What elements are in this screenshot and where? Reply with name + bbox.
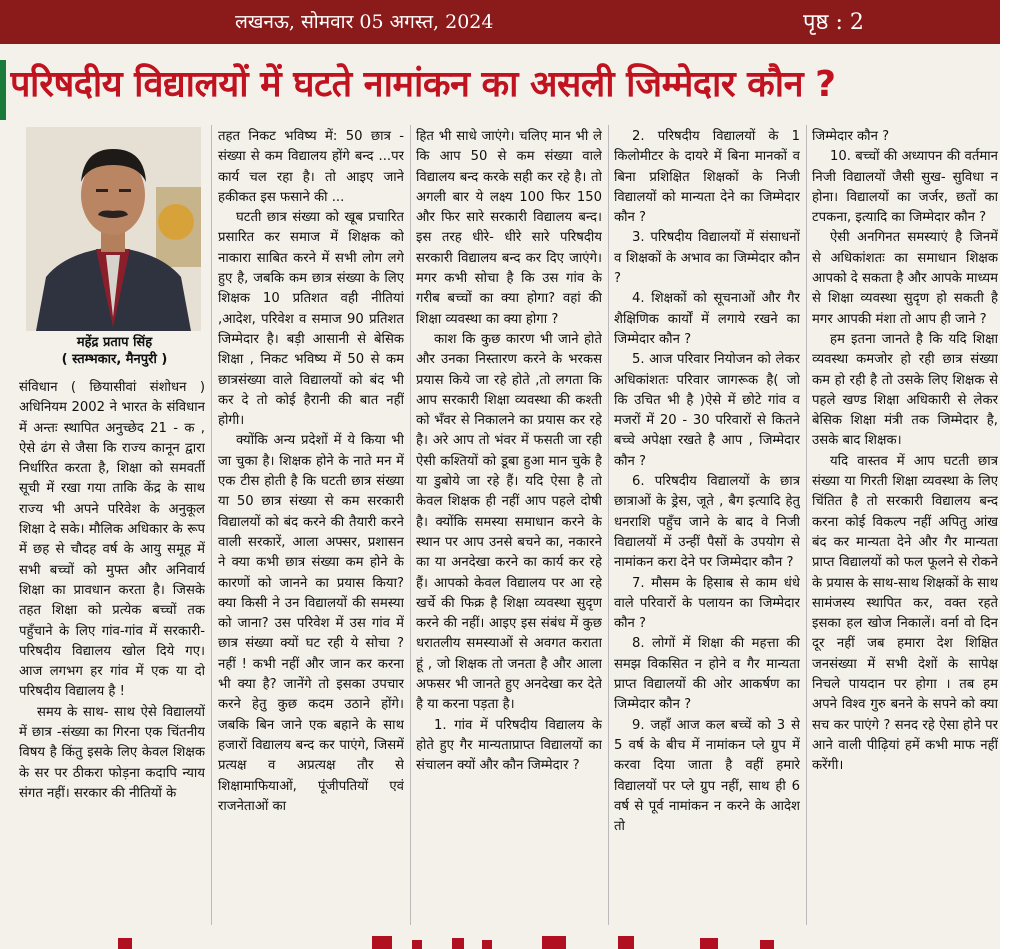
column-4 [614,127,800,927]
headline-box [10,52,995,118]
cut-off-headline-icon [0,928,1000,949]
paragraph: 1. गांव में परिषदीय विद्यालय के होते हुए गैर मान्यताप्राप्त विद्यालयों का संचालन क्यों और कौन जिम्मेदार ? [416,717,602,774]
publication-date: लखनऊ, सोमवार 05 अगस्त, 2024 [235,11,494,33]
list-item: 4. शिक्षकों को सूचनाओं और गैर शैक्षिणिक कार्यों में लगाये रखने का जिम्मेदार कौन ? [614,291,800,347]
author-role: ( स्तम्भकार, मैनपुरी ) [61,352,168,367]
paragraph: हित भी साधे जाएंगे। चलिए मान भी ले कि आप 50 से कम संख्या वाले विद्यालय बन्द करके सही कर रहे है। तो अगली बार ये लक्ष्य 100 फिर 150 और फिर सारे सरकारी विद्यालय बन्द। इस तरह धीरे- धीरे सारे परिषदीय सरकारी विद्यालय बन्द कर दिए जाएंगे। मगर कभी सोचा है कि उस गांव के गरीब बच्चों का क्या होगा? वहां की शिक्षा व्यवस्था का क्या होगा ? [416,129,602,327]
paragraph: हम इतना जानते है कि यदि शिक्षा व्यवस्था कमजोर हो रही छात्र संख्या कम हो रही है तो उसके लिए शिक्षक से पहले खण्ड शिक्षा अधिकारी से लेकर बेसिक शिक्षा मंत्री तक जिम्मेदार है, उसके बाद शिक्षक। [812,331,998,449]
paragraph: क्योंकि अन्य प्रदेशों में ये किया भी जा चुका है। शिक्षक होने के नाते मन में एक टीस होती है कि घटती छात्र संख्या या 50 छात्र संख्या से कम सरकारी विद्यालयों को बंद करने की तैयारी करने वाली सरकारें, आला अफ्सर, प्रशासन ने क्या कभी छात्र संख्या कम होने के कारणों को जानने का प्रयास किया? क्या किसी ने उन विद्यालयों की समस्या को जाना? उस परिवेश में उस गांव में छात्र संख्या क्यों घट रही ये सोचा ? नहीं ! कभी नहीं और जान कर करना भी क्या है? जानेंगे तो इसका उपचार करने हेतु कुछ कदम उठाने होंगे। जबकि बिन जाने एक बहाने के साथ हजारों विद्यालय बन्द कर पाएंगे, जिसमें प्रत्यक्ष व अप्रत्यक्ष तौर से शिक्षामाफियाओं, पूंजीपतियों एवं राजनेताओं का [218,433,404,814]
paragraph: यदि वास्तव में आप घटती छात्र संख्या या गिरती शिक्षा व्यवस्था के लिए चिंतित है तो सरकारी विद्यालय बन्द करना कोई विकल्प नहीं अपितु आंख बंद कर मान्यता देने और गैर मान्यता प्राप्त विद्यालयों को फल फूलने से रोकने के प्रयास के साथ-साथ शिक्षकों के साथ सामंजस्य स्थापित कर, वक्त रहते इसका हल खोज निकालें। वर्ना वो दिन दूर नहीं जब हमारा देश शिक्षित जनसंख्या में सभी देशों के सापेक्ष निचले पायदान पर होगा । तब हम अपने विश्व गुरु बनने के सपने को क्या सच कर पाएंगे ? सनद रहे ऐसा होने पर आने वाली पीढ़ियां हमें कभी माफ नहीं करेंगी। [812,453,998,774]
paragraph: घटती छात्र संख्या को खूब प्रचारित प्रसारित कर समाज में शिक्षक को नाकारा साबित करने में सभी लोग लगे हुए है, जबकि कम छात्र संख्या के लिए शिक्षक 10 प्रतिशत वही नीतियां ,आदेश, परिवेश व समाज 90 प्रतिशत जिम्मेदार है। बड़ी आसानी से बेसिक शिक्षा , निकट भविष्य में 50 से कम छात्रसंख्या वाले विद्यालयों को बंद भी कर दे तो कोई हैरानी की बात नहीं होगी। [218,210,404,429]
list-item: 5. आज परिवार नियोजन को लेकर अधिकांशतः परिवार जागरूक है( जो कि उचित भी है )ऐसे में छोटे गांव व मजरों में 20 - 30 परिवारों से कितने बच्चे अपेक्षा रखते है आप , जिम्मेदार कौन ? [614,352,800,469]
list-item: 3. परिषदीय विद्यालयों में संसाधनों व शिक्षकों के अभाव का जिम्मेदार कौन ? [614,230,800,287]
author-photo [26,127,201,331]
headline-rule [0,60,6,120]
list-item: 6. परिषदीय विद्यालयों के छात्र छात्राओं के ड्रेस, जूते , बैग इत्यादि हेतु धनराशि पहुँच जाने के बाद वे निजी विद्यालयों में उन्हीं पैसों के उपयोग से नामांकन करा देने पर जिम्मेदार कौन ? [614,474,800,571]
list-item: 7. मौसम के हिसाब से काम धंधे वाले परिवारों के पलायन का जिम्मेदार कौन ? [614,575,800,632]
column-divider [410,125,411,925]
paragraph: संविधान ( छियासीवां संशोधन ) अधिनियम 2002 ने भारत के संविधान में अन्तः स्थापित अनुच्छेद 21 - क , ऐसे ढंग से जैसा कि राज्य कानून द्वारा निर्धारित करता है, शिक्षा को समवर्ती सूची में रखा गया ताकि केंद्र के साथ राज्य भी अपने परिवेश के अनुकूल शिक्षा दे सके। मौलिक अधिकार के रूप में छह से चौदह वर्ष के आयु समूह में सभी बच्चों को मुफ्त और अनिवार्य शिक्षा का प्रावधान करता है। जिसके तहत शिक्षा को प्रत्येक बच्चों तक पहुँचाने के लिए गांव-गांव में सरकारी-परिषदीय विद्यालय खोल दिये गए। आज लगभग हर गांव में एक या दो परिषदीय विद्यालय है ! [19,380,205,700]
list-item: 10. बच्चों की अध्यापन की वर्तमान निजी विद्यालयों जैसी सुख- सुविधा न होना। विद्यालयों का जर्जर, छतों का टपकना, इत्यादि का जिम्मेदार कौन ? [812,149,998,226]
column-5 [812,127,998,927]
column-2 [218,127,404,927]
column-divider [211,125,212,925]
next-headline-strip [0,928,1000,949]
author-caption [22,334,207,368]
paragraph: तहत निकट भविष्य में: 50 छात्र - संख्या से कम विद्यालय होंगे बन्द ...पर कार्य चल रहा है। तो आइए जाने हकीकत इस फसाने की ... [218,129,404,205]
column-divider [806,125,807,925]
masthead-bar [0,0,1000,44]
list-item: 8. लोगों में शिक्षा की महत्ता की समझ विकसित न होने व गैर मान्यता प्राप्त विद्यालयों की ओर आकर्षण का जिम्मेदार कौन ? [614,636,800,713]
list-item: 2. परिषदीय विद्यालयों के 1 किलोमीटर के दायरे में बिना मानकों व बिना प्रशिक्षित शिक्षकों के निजी विद्यालयों को मान्यता देने का जिम्मेदार कौन ? [614,129,800,226]
column-1 [19,378,205,926]
author-portrait-icon [26,127,201,331]
paragraph: काश कि कुछ कारण भी जाने होते और उनका निस्तारण करने के भरकस प्रयास किये जा रहे होते ,तो लगता कि आप सरकारी शिक्षा व्यवस्था की कश्ती को भँवर से निकालने का प्रयास कर रहे है। अरे आप तो भंवर में फसती जा रही ऐसी कश्तियों को डूबा हुआ मान चुके है या डुबोये जा रहे हैं। यदि ऐसा है तो केवल शिक्षक ही नहीं आप पहले दोषी है। क्योंकि समस्या समाधान करने के स्थान पर आप उनसे बचने का, नकारने का या अनदेखा करने का कार्य कर रहे हैं। आपको केवल विद्यालय पर आ रहे खर्चे की फिक्र है शिक्षा व्यवस्था सुदृण करने की नहीं। आइए इस संबंध में कुछ धरातलीय समस्याओं से अवगत कराता हूं , जो शिक्षक तो जनता है और आला अफसर भी जानते हुए अनदेखा कर देते है या करना पड़ता है। [416,331,602,713]
paragraph: जिम्मेदार कौन ? [812,129,890,144]
list-item: 9. जहाँ आज कल बच्चें को 3 से 5 वर्ष के बीच में नामांकन प्ले ग्रुप में करवा दिया जाता है वहीं हमारे विद्यालयों पर प्ले ग्रुप नहीं, साथ ही 6 वर्ष से पूर्व नामांकन न करने के आदेश तो [614,717,800,835]
column-3 [416,127,602,927]
author-name: महेंद्र प्रताप सिंह [76,335,153,350]
paragraph: ऐसी अनगिनत समस्याएं है जिनमें से अधिकांशतः का समाधान शिक्षक आपको दे सकता है और आपके माध्यम से शिक्षा व्यवस्था सुदृण हो सकती है मगर आपकी मंशा तो आप ही जाने ? [812,230,998,327]
column-divider [608,125,609,925]
paragraph: समय के साथ- साथ ऐसे विद्यालयों में छात्र -संख्या का गिरना एक चिंतनीय विषय है किंतु इसके लिए केवल शिक्षक के सर पर ठीकरा फोड़ना कदापि न्याय संगत नहीं। सरकार की नीतियों के [19,704,205,801]
page-edge [1000,0,1024,949]
article-headline: परिषदीय विद्यालयों में घटते नामांकन का असली जिम्मेदार कौन ? [10,64,836,105]
page-number: पृष्ठ : 2 [803,10,864,35]
